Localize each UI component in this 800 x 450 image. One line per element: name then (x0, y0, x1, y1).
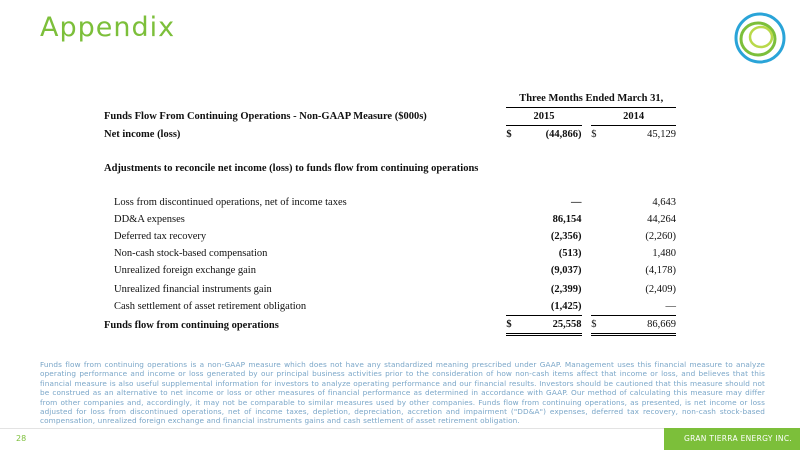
funds-flow-table (104, 90, 676, 336)
section-title: Funds Flow From Continuing Operations - Non-GAAP Measure ($000s) (104, 111, 427, 122)
adjustments-heading-row (104, 160, 676, 177)
table-row (104, 281, 676, 298)
value-2014: 45,129 (647, 129, 676, 140)
value-2014: 44,264 (647, 214, 676, 225)
value-2015: 25,558 (518, 316, 581, 335)
value-2015: 86,154 (552, 214, 582, 225)
row-label: Cash settlement of asset retirement obligation (114, 301, 307, 313)
row-label: Non-cash stock-based compensation (114, 248, 268, 259)
row-label: DD&A expenses (114, 214, 185, 225)
value-2014: (2,409) (645, 284, 676, 295)
value-2014: 4,643 (652, 197, 676, 208)
value-2015: (513) (558, 248, 582, 259)
row-label: Unrealized financial instruments gain (114, 284, 272, 295)
footer-divider (0, 428, 664, 429)
value-2015: (9,037) (550, 265, 582, 276)
row-label: Funds flow from continuing operations (104, 319, 279, 331)
row-label: Loss from discontinued operations, net of income taxes (114, 197, 347, 208)
company-logo (734, 12, 786, 64)
total-row (104, 316, 676, 335)
footnote: Funds flow from continuing operations is a non-GAAP measure which does not have any standardized meaning prescribed under GAAP. Management uses this financial measure to analyze operating performance and income or loss generated by our principal business activities prior to the consideration of how non-cash items affect that income or loss, and believes that this financial measure is also useful supplemental information for investors to analyze operating performance and our financial results. Investors should be cautioned that this measure should not be construed as an alternative to net income or loss or other measures of financial performance as determined in accordance with GAAP. Our method of calculating this measure may differ from other companies and, accordingly, it may not be comparable to similar measures used by other companies. Funds flow from continuing operations, as presented, is net income or loss adjusted for loss from discontinued operations, net of income taxes, depletion, depreciation, accretion and impairment ("DD&A") expenses, deferred tax recovery, non-cash stock-based compensation, unrealized foreign exchange and financial instruments gains and cash settlement of asset retirement obligation. (40, 360, 765, 426)
currency-symbol: $ (591, 316, 603, 335)
value-2015: (2,356) (550, 231, 582, 242)
adjustments-heading: Adjustments to reconcile net income (loss) to funds flow from continuing operations (104, 163, 479, 174)
currency-symbol: $ (591, 129, 597, 140)
page-number: 28 (16, 434, 27, 443)
value-2015: (44,866) (545, 129, 582, 140)
table-row (104, 194, 676, 211)
page-title: Appendix (40, 12, 176, 43)
table-row (104, 245, 676, 262)
value-2015: — (571, 197, 582, 208)
value-2014: (2,260) (645, 231, 676, 242)
value-2014: 1,480 (652, 248, 676, 259)
currency-symbol: $ (506, 316, 518, 335)
period-header-row (104, 90, 676, 108)
table-row (104, 228, 676, 245)
value-2015: (1,425) (518, 298, 581, 316)
table-row (104, 262, 676, 279)
table-row (104, 298, 676, 316)
value-2014: — (603, 298, 676, 316)
company-name: GRAN TIERRA ENERGY INC. (684, 434, 793, 443)
value-2015: (2,399) (550, 284, 582, 295)
table-row (104, 211, 676, 228)
net-income-row (104, 126, 676, 144)
year-header-row (104, 108, 676, 126)
year-2-header: 2014 (591, 108, 676, 126)
currency-symbol: $ (506, 129, 512, 140)
row-label: Net income (loss) (104, 128, 181, 140)
period-header: Three Months Ended March 31, (506, 90, 676, 108)
value-2014: (4,178) (645, 265, 676, 276)
row-label: Deferred tax recovery (114, 231, 207, 242)
year-1-header: 2015 (506, 108, 581, 126)
value-2014: 86,669 (603, 316, 676, 335)
row-label: Unrealized foreign exchange gain (114, 265, 256, 276)
